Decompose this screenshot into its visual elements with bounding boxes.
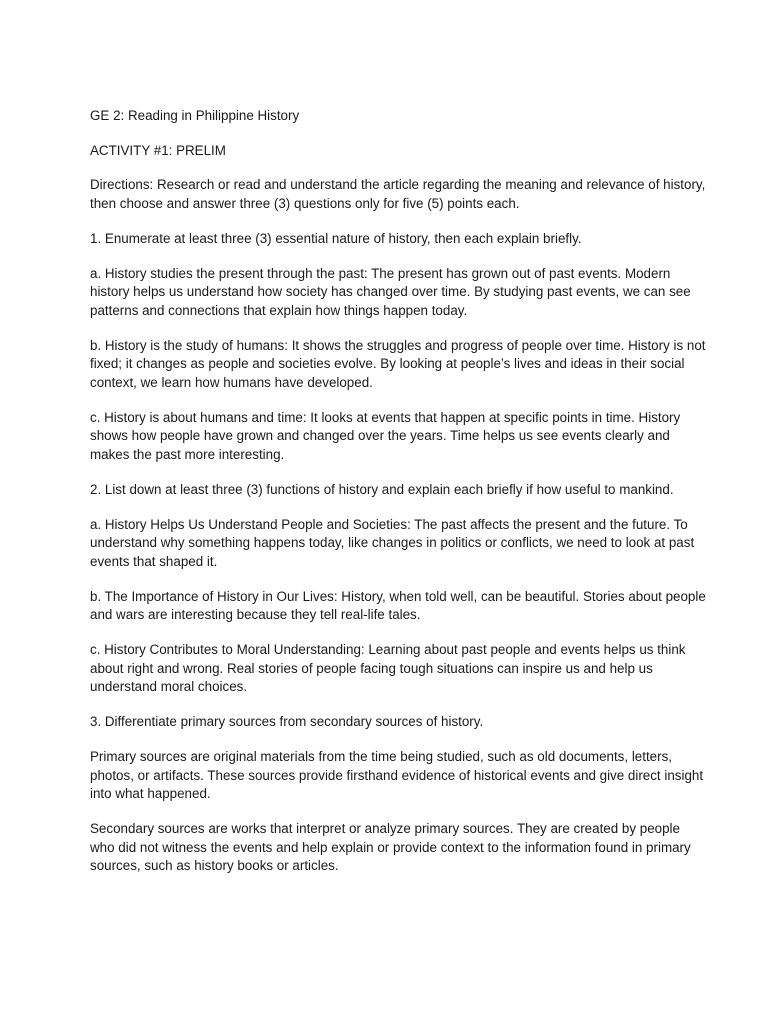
course-title: GE 2: Reading in Philippine History (90, 108, 300, 123)
answer-3-secondary: Secondary sources are works that interpret or analyze primary sources. They are created by people who did not witness the events and help explain or provide context to the information found in primary sources, such as history books or articles. (90, 820, 691, 874)
answer-2b: b. The Importance of History in Our Lives: History, when told well, can be beautiful. Stories about people and wars are interesting because they tell real-life tales. (90, 588, 706, 623)
activity-title: ACTIVITY #1: PRELIM (90, 142, 226, 158)
directions-paragraph: Directions: Research or read and understand the article regarding the meaning and relevance of history, then choose and answer three (3) questions only for five (5) points each. (90, 177, 706, 212)
question-1: 1. Enumerate at least three (3) essential nature of history, then each explain briefly. (90, 230, 582, 246)
answer-2c: c. History Contributes to Moral Understanding: Learning about past people and events helps us think about right and wrong. Real stories of people facing tough situations can inspire us and help us understand moral choices. (90, 642, 686, 695)
answer-1a: a. History studies the present through the past: The present has grown out of past events. Modern history helps us understand how society has changed over time. By studying past events, we can see patterns and connections that explain how things happen today. (90, 265, 691, 318)
answer-1c: c. History is about humans and time: It looks at events that happen at specific points in time. History shows how people have grown and changed over the years. Time helps us see events clearly and makes the past more interesting. (90, 409, 681, 463)
answer-1b: b. History is the study of humans: It shows the struggles and progress of people over time. History is not fixed; it changes as people and societies evolve. By looking at people’s lives and ideas in their social context, we learn how humans have developed. (90, 337, 706, 391)
question-3: 3. Differentiate primary sources from secondary sources of history. (90, 714, 484, 730)
answer-3-primary: Primary sources are original materials from the time being studied, such as old documents, letters, photos, or artifacts. These sources provide firsthand evidence of historical events and give direct insight into what happened. (90, 748, 704, 802)
question-2: 2. List down at least three (3) functions of history and explain each briefly if how useful to mankind. (90, 481, 674, 497)
answer-2a: a. History Helps Us Understand People and Societies: The past affects the present and the future. To understand why something happens today, like changes in politics or conflicts, we need to look at past events that shaped it. (90, 516, 695, 569)
